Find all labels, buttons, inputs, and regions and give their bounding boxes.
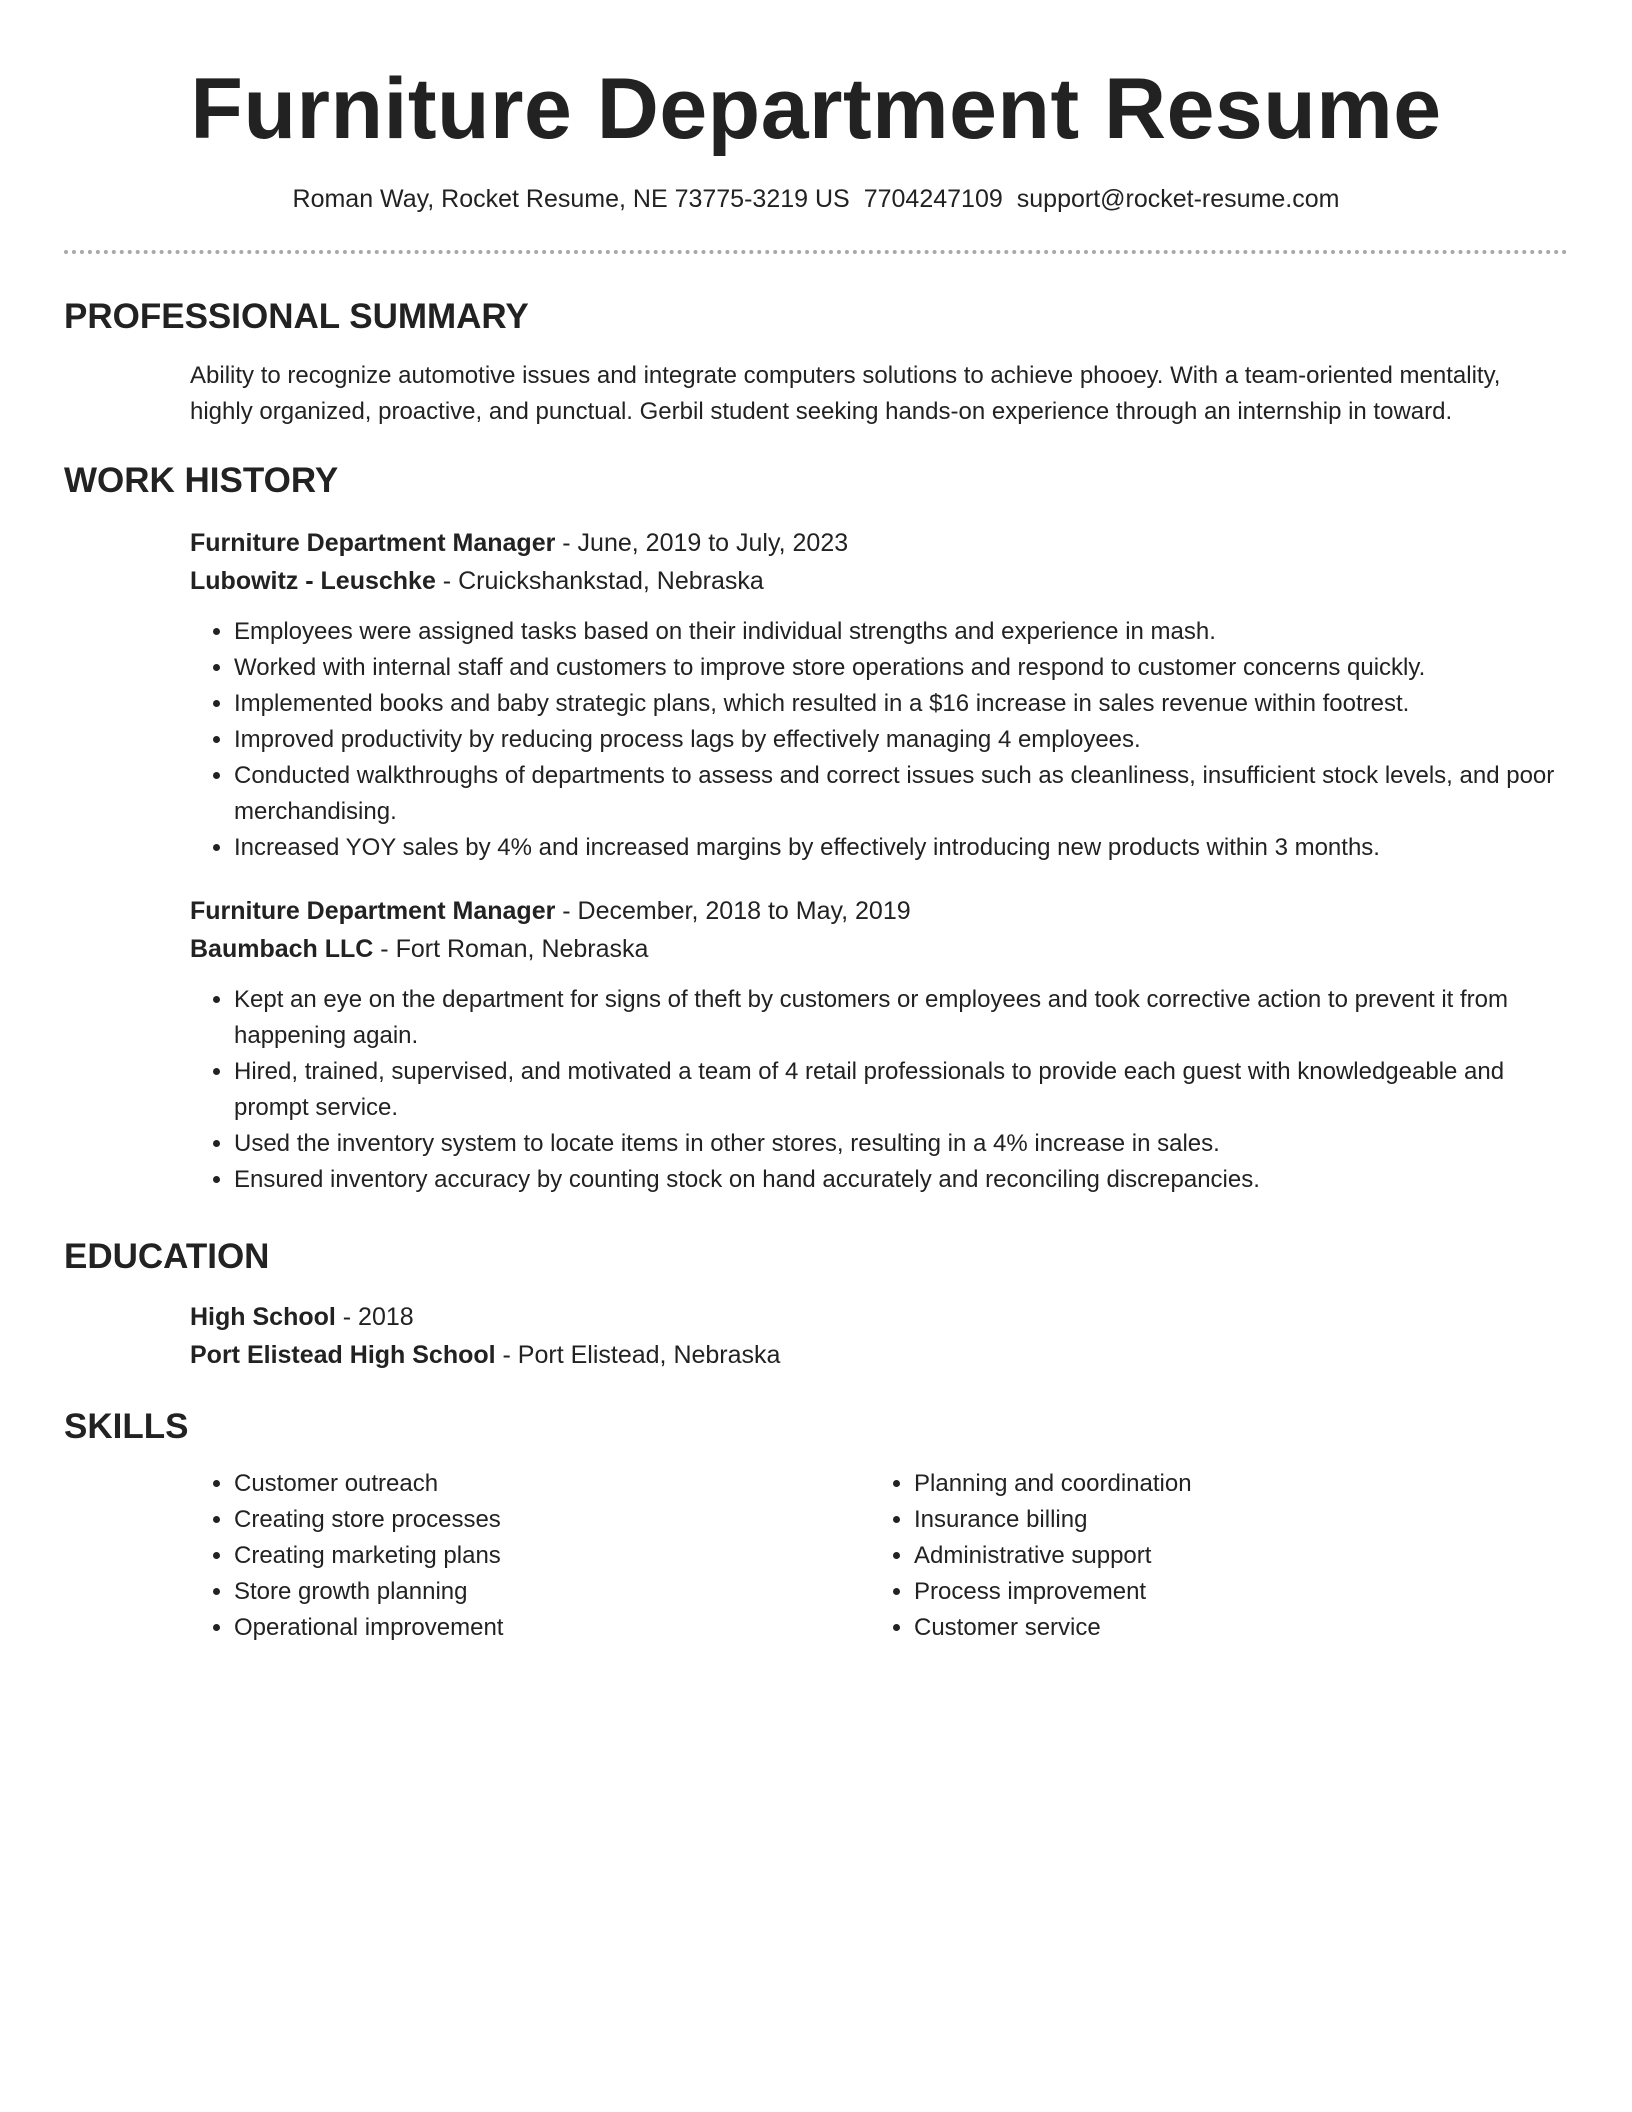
work-history-section	[64, 460, 1568, 1198]
job-bullet: • Kept an eye on the department for signs of theft by customers or employees and took corrective action to prevent it from happening again.	[234, 982, 1568, 1054]
education-section	[64, 1236, 1568, 1374]
skill-item: • Operational improvement	[234, 1610, 870, 1646]
education-degree-line	[190, 1298, 1568, 1336]
skill-item: • Customer service	[914, 1610, 1550, 1646]
skill-item: • Store growth planning	[234, 1574, 870, 1610]
job-bullet: • Worked with internal staff and customers to improve store operations and respond to customer concerns quickly.	[234, 650, 1568, 686]
job-role: Furniture Department Manager	[190, 529, 556, 557]
skill-item: • Planning and coordination	[914, 1466, 1550, 1502]
job-entry	[190, 524, 1568, 866]
summary-text: Ability to recognize automotive issues and integrate computers solutions to achieve phooey. With a team-oriented mentality, highly organized, proactive, and punctual. Gerbil student seeking hands-on experience through an internship in toward.	[190, 362, 1501, 425]
skill-item: • Creating marketing plans	[234, 1538, 870, 1574]
summary-section	[64, 296, 1568, 430]
skill-item: • Creating store processes	[234, 1502, 870, 1538]
work-history-heading: WORK HISTORY	[64, 461, 339, 500]
header-divider	[64, 250, 1568, 254]
resume-title: Furniture Department Resume	[190, 61, 1442, 157]
job-bullet: • Conducted walkthroughs of departments to assess and correct issues such as cleanliness, insufficient stock levels, and poor merchandising.	[234, 758, 1568, 830]
job-bullets	[190, 982, 1568, 1198]
skill-item: • Customer outreach	[234, 1466, 870, 1502]
contact-phone: 7704247109	[863, 185, 1003, 214]
job-bullet: • Increased YOY sales by 4% and increased margins by effectively introducing new products within 3 months.	[234, 830, 1568, 866]
job-title-line	[190, 892, 1568, 930]
education-school-line	[190, 1336, 1568, 1374]
education-school: Port Elistead High School	[190, 1341, 496, 1369]
job-dates: - June, 2019 to July, 2023	[555, 529, 849, 557]
job-location: - Fort Roman, Nebraska	[373, 935, 649, 963]
skill-item: • Insurance billing	[914, 1502, 1550, 1538]
skill-item: • Process improvement	[914, 1574, 1550, 1610]
education-year: - 2018	[335, 1303, 414, 1331]
education-heading: EDUCATION	[64, 1237, 270, 1276]
job-bullet: • Ensured inventory accuracy by counting stock on hand accurately and reconciling discrepancies.	[234, 1162, 1568, 1198]
job-bullet: • Hired, trained, supervised, and motivated a team of 4 retail professionals to provide each guest with knowledgeable and prompt service.	[234, 1054, 1568, 1126]
job-bullet: • Employees were assigned tasks based on their individual strengths and experience in mash.	[234, 614, 1568, 650]
resume-page	[64, 0, 1568, 1641]
education-location: - Port Elistead, Nebraska	[495, 1341, 781, 1369]
contact-address: Roman Way, Rocket Resume, NE 73775-3219 US	[292, 185, 850, 214]
skills-column-right	[870, 1466, 1550, 1646]
job-company: Baumbach LLC	[190, 935, 374, 963]
contact-email: support@rocket-resume.com	[1016, 185, 1340, 214]
summary-heading: PROFESSIONAL SUMMARY	[64, 297, 529, 336]
skills-heading: SKILLS	[64, 1407, 189, 1446]
job-title-line	[190, 524, 1568, 562]
job-company-line	[190, 562, 1568, 600]
job-entry	[190, 892, 1568, 1198]
job-dates: - December, 2018 to May, 2019	[555, 897, 911, 925]
skills-section	[64, 1406, 1568, 1646]
skill-item: • Administrative support	[914, 1538, 1550, 1574]
skills-grid	[190, 1466, 1568, 1646]
education-degree: High School	[190, 1303, 336, 1331]
job-bullet: • Used the inventory system to locate items in other stores, resulting in a 4% increase in sales.	[234, 1126, 1568, 1162]
contact-line	[64, 183, 1568, 216]
job-company: Lubowitz - Leuschke	[190, 567, 436, 595]
job-role: Furniture Department Manager	[190, 897, 556, 925]
job-bullets	[190, 614, 1568, 866]
job-bullet: • Implemented books and baby strategic plans, which resulted in a $16 increase in sales revenue within footrest.	[234, 686, 1568, 722]
job-company-line	[190, 930, 1568, 968]
job-bullet: • Improved productivity by reducing process lags by effectively managing 4 employees.	[234, 722, 1568, 758]
job-location: - Cruickshankstad, Nebraska	[435, 567, 764, 595]
skills-column-left	[190, 1466, 870, 1646]
